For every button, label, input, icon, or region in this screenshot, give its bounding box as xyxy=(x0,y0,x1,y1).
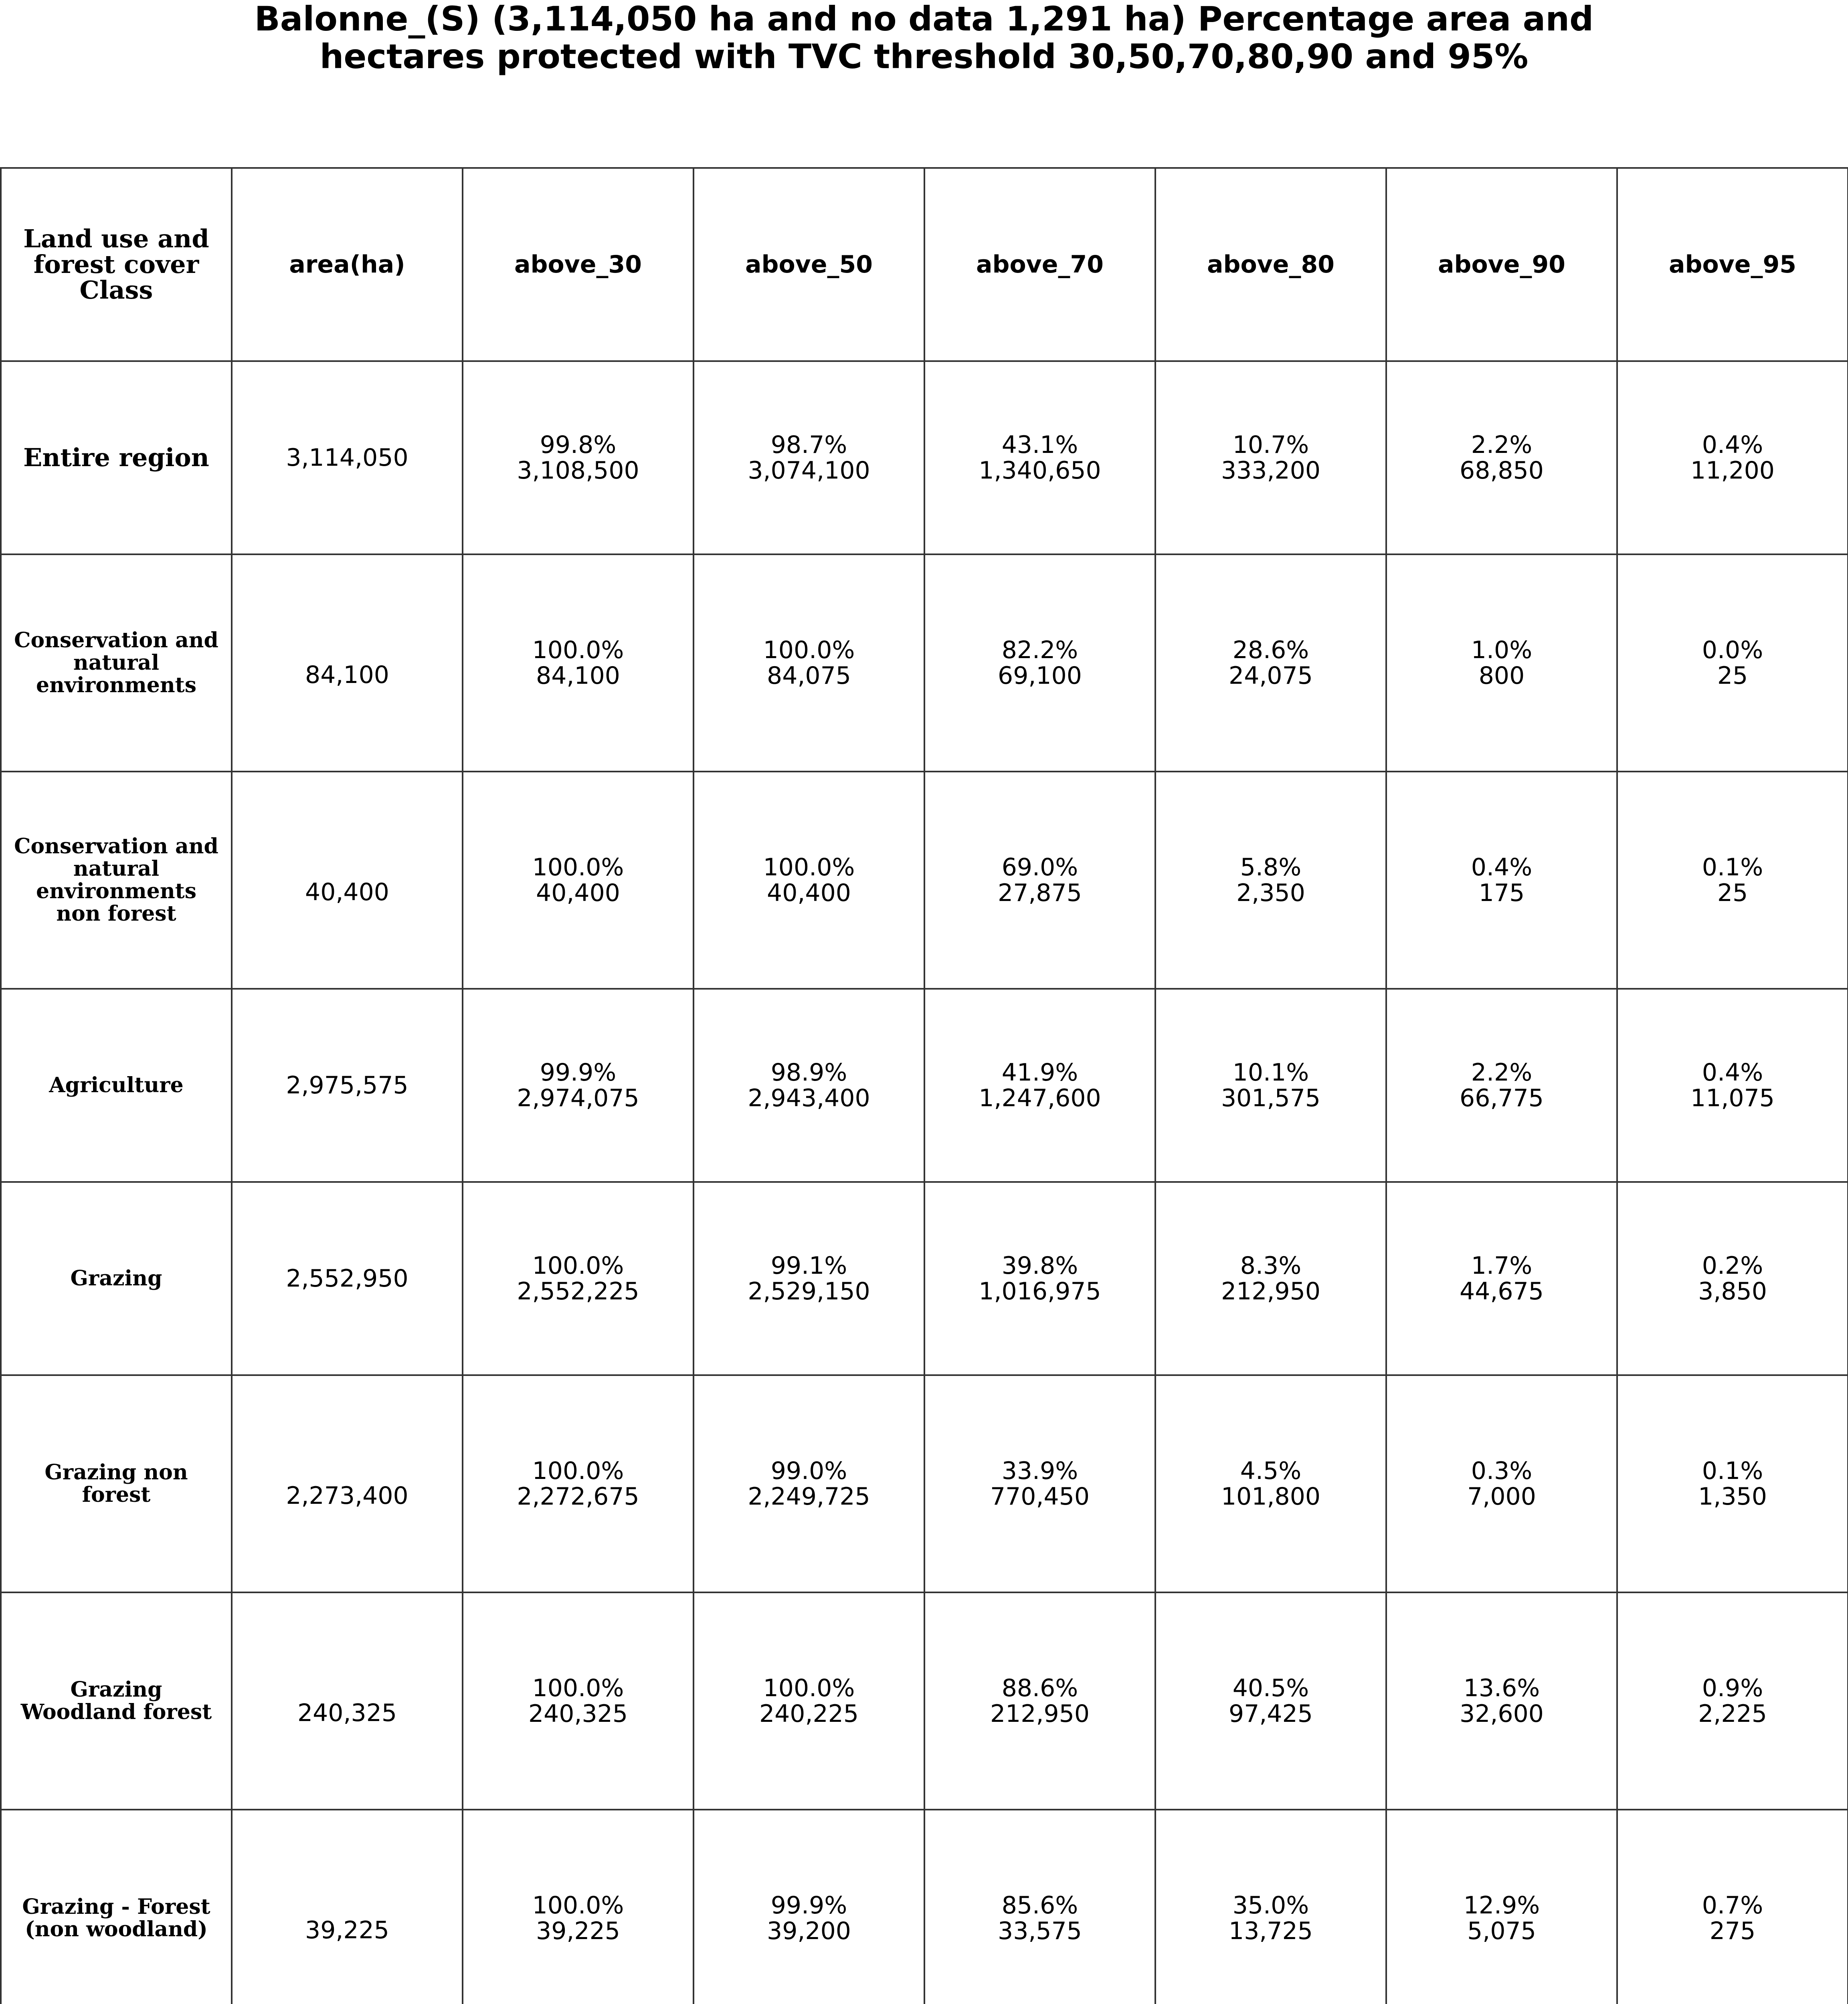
hectare-value: 69,100 xyxy=(998,662,1082,690)
percent-value: 13.6% xyxy=(1463,1674,1540,1702)
row-label: Entire region xyxy=(1,361,232,554)
hectare-value: 5,075 xyxy=(1467,1917,1536,1945)
threshold-cell xyxy=(924,1182,1155,1375)
threshold-cell xyxy=(1155,1182,1386,1375)
threshold-cell xyxy=(1617,1182,1848,1375)
percent-value: 1.7% xyxy=(1471,1252,1533,1280)
threshold-cell xyxy=(1386,1182,1617,1375)
percent-value: 10.7% xyxy=(1232,431,1309,459)
percent-value: 28.6% xyxy=(1232,636,1309,664)
hectare-value: 84,100 xyxy=(536,662,620,690)
percent-value: 0.1% xyxy=(1702,853,1763,881)
threshold-cell xyxy=(463,1375,694,1592)
table-row xyxy=(1,1810,1848,2004)
hectare-value: 7,000 xyxy=(1467,1483,1536,1511)
threshold-cell xyxy=(694,361,924,554)
threshold-cell xyxy=(463,989,694,1182)
area-cell: 240,325 xyxy=(232,1592,463,1810)
hectare-value: 66,775 xyxy=(1460,1084,1544,1112)
row-label: Grazing Woodland forest xyxy=(1,1592,232,1810)
hectare-value: 2,225 xyxy=(1698,1700,1767,1728)
hectare-value: 3,850 xyxy=(1698,1277,1767,1305)
hectare-value: 3,108,500 xyxy=(517,457,639,485)
hectare-value: 68,850 xyxy=(1460,457,1544,485)
percent-value: 99.0% xyxy=(770,1457,847,1485)
threshold-cell xyxy=(924,1810,1155,2004)
threshold-cell xyxy=(924,1375,1155,1592)
table-body xyxy=(1,168,1848,2004)
threshold-cell xyxy=(1617,1810,1848,2004)
hectare-value: 44,675 xyxy=(1460,1277,1544,1305)
hectare-value: 2,249,725 xyxy=(748,1483,870,1511)
threshold-cell xyxy=(1386,772,1617,989)
percent-value: 8.3% xyxy=(1240,1252,1302,1280)
hectare-value: 40,400 xyxy=(536,879,620,907)
percent-value: 10.1% xyxy=(1232,1059,1309,1087)
hectare-value: 1,016,975 xyxy=(979,1277,1101,1305)
threshold-cell xyxy=(924,361,1155,554)
percent-value: 100.0% xyxy=(763,853,855,881)
percent-value: 99.1% xyxy=(770,1252,847,1280)
percent-value: 100.0% xyxy=(532,1457,624,1485)
threshold-cell xyxy=(1386,1592,1617,1810)
hectare-value: 24,075 xyxy=(1229,662,1313,690)
header-above-90: above_90 xyxy=(1386,168,1617,361)
row-label: Conservation and natural environments xyxy=(1,554,232,772)
title-line-1: Balonne_(S) (3,114,050 ha and no data 1,291 ha) Percentage area and xyxy=(254,0,1594,38)
percent-value: 35.0% xyxy=(1232,1891,1309,1919)
percent-value: 100.0% xyxy=(532,636,624,664)
hectare-value: 1,247,600 xyxy=(979,1084,1101,1112)
threshold-cell xyxy=(1155,1810,1386,2004)
percent-value: 0.3% xyxy=(1471,1457,1533,1485)
header-row xyxy=(1,168,1848,361)
percent-value: 85.6% xyxy=(1001,1891,1078,1919)
percent-value: 5.8% xyxy=(1240,853,1302,881)
hectare-value: 240,325 xyxy=(528,1700,628,1728)
percent-value: 99.9% xyxy=(540,1059,617,1087)
hectare-value: 33,575 xyxy=(998,1917,1082,1945)
percent-value: 4.5% xyxy=(1240,1457,1302,1485)
hectare-value: 101,800 xyxy=(1221,1483,1321,1511)
header-above-30: above_30 xyxy=(463,168,694,361)
percent-value: 100.0% xyxy=(763,636,855,664)
percent-value: 1.0% xyxy=(1471,636,1533,664)
hectare-value: 1,340,650 xyxy=(979,457,1101,485)
hectare-value: 13,725 xyxy=(1229,1917,1313,1945)
area-cell: 3,114,050 xyxy=(232,361,463,554)
percent-value: 0.7% xyxy=(1702,1891,1763,1919)
hectare-value: 2,974,075 xyxy=(517,1084,639,1112)
area-cell: 39,225 xyxy=(232,1810,463,2004)
hectare-value: 212,950 xyxy=(990,1700,1090,1728)
hectare-value: 240,225 xyxy=(759,1700,859,1728)
area-cell: 2,273,400 xyxy=(232,1375,463,1592)
hectare-value: 2,552,225 xyxy=(517,1277,639,1305)
threshold-cell xyxy=(1617,989,1848,1182)
percent-value: 2.2% xyxy=(1471,1059,1533,1087)
threshold-cell xyxy=(1386,1810,1617,2004)
threshold-cell xyxy=(1386,1375,1617,1592)
row-label: Grazing non forest xyxy=(1,1375,232,1592)
header-above-95: above_95 xyxy=(1617,168,1848,361)
protection-table xyxy=(0,167,1848,2004)
threshold-cell xyxy=(1155,1375,1386,1592)
page-title xyxy=(0,0,1848,75)
threshold-cell xyxy=(694,1810,924,2004)
row-label: Grazing xyxy=(1,1182,232,1375)
threshold-cell xyxy=(1155,554,1386,772)
hectare-value: 32,600 xyxy=(1460,1700,1544,1728)
hectare-value: 40,400 xyxy=(767,879,851,907)
percent-value: 41.9% xyxy=(1001,1059,1078,1087)
hectare-value: 39,225 xyxy=(536,1917,620,1945)
percent-value: 43.1% xyxy=(1001,431,1078,459)
header-class: Land use and forest cover Class xyxy=(1,168,232,361)
percent-value: 0.0% xyxy=(1702,636,1763,664)
title-line-2: hectares protected with TVC threshold 30,50,70,80,90 and 95% xyxy=(319,37,1529,76)
table-row xyxy=(1,1375,1848,1592)
header-above-50: above_50 xyxy=(694,168,924,361)
percent-value: 0.9% xyxy=(1702,1674,1763,1702)
percent-value: 0.4% xyxy=(1471,853,1533,881)
threshold-cell xyxy=(1386,361,1617,554)
hectare-value: 212,950 xyxy=(1221,1277,1321,1305)
hectare-value: 770,450 xyxy=(990,1483,1090,1511)
table-row xyxy=(1,554,1848,772)
percent-value: 100.0% xyxy=(763,1674,855,1702)
hectare-value: 2,350 xyxy=(1236,879,1305,907)
threshold-cell xyxy=(694,1592,924,1810)
hectare-value: 39,200 xyxy=(767,1917,851,1945)
hectare-value: 275 xyxy=(1709,1917,1756,1945)
hectare-value: 25 xyxy=(1717,662,1748,690)
percent-value: 100.0% xyxy=(532,1252,624,1280)
threshold-cell xyxy=(463,554,694,772)
hectare-value: 11,200 xyxy=(1690,457,1775,485)
hectare-value: 3,074,100 xyxy=(748,457,870,485)
threshold-cell xyxy=(1617,1592,1848,1810)
percent-value: 100.0% xyxy=(532,1674,624,1702)
percent-value: 0.1% xyxy=(1702,1457,1763,1485)
area-cell: 2,975,575 xyxy=(232,989,463,1182)
threshold-cell xyxy=(1617,554,1848,772)
percent-value: 0.4% xyxy=(1702,1059,1763,1087)
percent-value: 69.0% xyxy=(1001,853,1078,881)
percent-value: 12.9% xyxy=(1463,1891,1540,1919)
threshold-cell xyxy=(1155,989,1386,1182)
table-row xyxy=(1,1182,1848,1375)
percent-value: 99.8% xyxy=(540,431,617,459)
row-label: Conservation and natural environments non forest xyxy=(1,772,232,989)
hectare-value: 27,875 xyxy=(998,879,1082,907)
threshold-cell xyxy=(1386,989,1617,1182)
percent-value: 88.6% xyxy=(1001,1674,1078,1702)
hectare-value: 97,425 xyxy=(1229,1700,1313,1728)
header-above-80: above_80 xyxy=(1155,168,1386,361)
percent-value: 33.9% xyxy=(1001,1457,1078,1485)
hectare-value: 301,575 xyxy=(1221,1084,1321,1112)
threshold-cell xyxy=(1155,361,1386,554)
table-row xyxy=(1,361,1848,554)
percent-value: 82.2% xyxy=(1001,636,1078,664)
threshold-cell xyxy=(924,554,1155,772)
header-area: area(ha) xyxy=(232,168,463,361)
hectare-value: 2,943,400 xyxy=(748,1084,870,1112)
threshold-cell xyxy=(463,772,694,989)
threshold-cell xyxy=(694,1182,924,1375)
hectare-value: 800 xyxy=(1478,662,1525,690)
threshold-cell xyxy=(1155,772,1386,989)
threshold-cell xyxy=(924,989,1155,1182)
percent-value: 99.9% xyxy=(770,1891,847,1919)
area-cell: 84,100 xyxy=(232,554,463,772)
area-cell: 40,400 xyxy=(232,772,463,989)
row-label: Agriculture xyxy=(1,989,232,1182)
percent-value: 98.9% xyxy=(770,1059,847,1087)
table-row xyxy=(1,989,1848,1182)
percent-value: 100.0% xyxy=(532,1891,624,1919)
threshold-cell xyxy=(1155,1592,1386,1810)
row-label: Grazing - Forest (non woodland) xyxy=(1,1810,232,2004)
hectare-value: 25 xyxy=(1717,879,1748,907)
threshold-cell xyxy=(1617,361,1848,554)
threshold-cell xyxy=(463,1182,694,1375)
threshold-cell xyxy=(463,1810,694,2004)
threshold-cell xyxy=(694,554,924,772)
hectare-value: 333,200 xyxy=(1221,457,1321,485)
threshold-cell xyxy=(1617,1375,1848,1592)
threshold-cell xyxy=(463,1592,694,1810)
hectare-value: 84,075 xyxy=(767,662,851,690)
threshold-cell xyxy=(924,772,1155,989)
percent-value: 40.5% xyxy=(1232,1674,1309,1702)
table-row xyxy=(1,1592,1848,1810)
hectare-value: 2,272,675 xyxy=(517,1483,639,1511)
hectare-value: 175 xyxy=(1478,879,1525,907)
hectare-value: 1,350 xyxy=(1698,1483,1767,1511)
area-cell: 2,552,950 xyxy=(232,1182,463,1375)
table-row xyxy=(1,772,1848,989)
percent-value: 0.4% xyxy=(1702,431,1763,459)
hectare-value: 11,075 xyxy=(1690,1084,1775,1112)
percent-value: 0.2% xyxy=(1702,1252,1763,1280)
percent-value: 39.8% xyxy=(1001,1252,1078,1280)
threshold-cell xyxy=(463,361,694,554)
percent-value: 98.7% xyxy=(770,431,847,459)
threshold-cell xyxy=(1386,554,1617,772)
hectare-value: 2,529,150 xyxy=(748,1277,870,1305)
percent-value: 2.2% xyxy=(1471,431,1533,459)
threshold-cell xyxy=(1617,772,1848,989)
threshold-cell xyxy=(694,989,924,1182)
threshold-cell xyxy=(694,772,924,989)
percent-value: 100.0% xyxy=(532,853,624,881)
header-above-70: above_70 xyxy=(924,168,1155,361)
threshold-cell xyxy=(694,1375,924,1592)
threshold-cell xyxy=(924,1592,1155,1810)
